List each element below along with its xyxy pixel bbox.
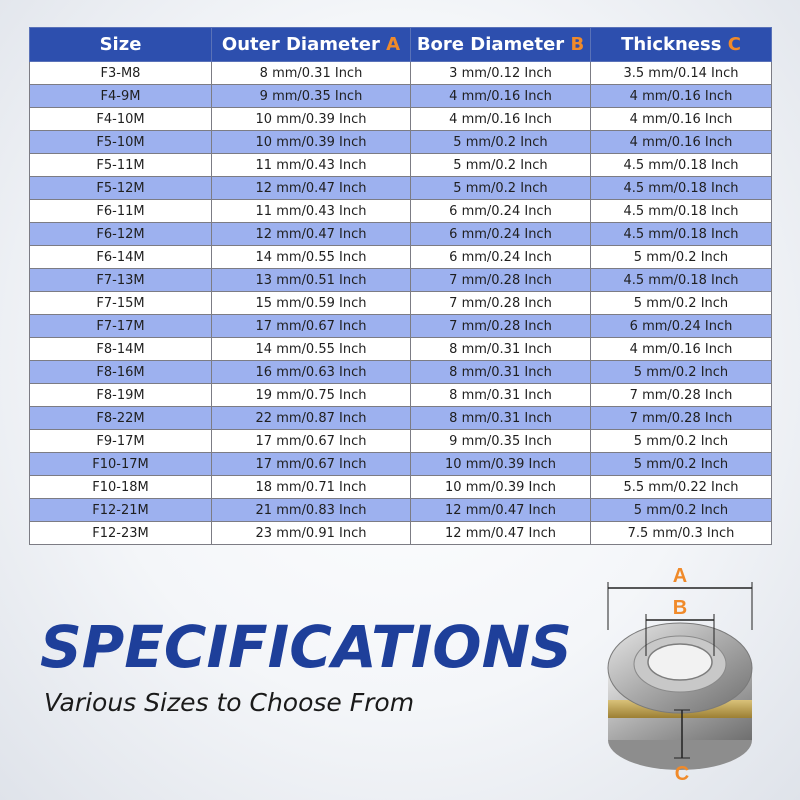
cell-outer-diameter: 10 mm/0.39 Inch xyxy=(212,108,411,131)
cell-thickness: 4 mm/0.16 Inch xyxy=(591,338,772,361)
cell-size: F5-10M xyxy=(30,131,212,154)
cell-bore-diameter: 6 mm/0.24 Inch xyxy=(411,200,591,223)
cell-thickness: 4 mm/0.16 Inch xyxy=(591,131,772,154)
cell-size: F8-22M xyxy=(30,407,212,430)
cell-thickness: 5 mm/0.2 Inch xyxy=(591,499,772,522)
table-header-row xyxy=(30,28,772,62)
label-b: B xyxy=(672,597,688,619)
table-row xyxy=(30,200,772,223)
cell-bore-diameter: 12 mm/0.47 Inch xyxy=(411,499,591,522)
cell-thickness: 5 mm/0.2 Inch xyxy=(591,292,772,315)
cell-size: F9-17M xyxy=(30,430,212,453)
cell-bore-diameter: 4 mm/0.16 Inch xyxy=(411,108,591,131)
cell-size: F4-9M xyxy=(30,85,212,108)
cell-outer-diameter: 10 mm/0.39 Inch xyxy=(212,131,411,154)
cell-thickness: 5.5 mm/0.22 Inch xyxy=(591,476,772,499)
cell-outer-diameter: 16 mm/0.63 Inch xyxy=(212,361,411,384)
table-row xyxy=(30,269,772,292)
table-row xyxy=(30,315,772,338)
cell-size: F10-18M xyxy=(30,476,212,499)
cell-size: F4-10M xyxy=(30,108,212,131)
cell-size: F5-12M xyxy=(30,177,212,200)
cell-bore-diameter: 6 mm/0.24 Inch xyxy=(411,223,591,246)
cell-outer-diameter: 12 mm/0.47 Inch xyxy=(212,177,411,200)
table-row xyxy=(30,338,772,361)
spec-table xyxy=(29,27,772,545)
cell-size: F6-12M xyxy=(30,223,212,246)
header-outer-diameter xyxy=(212,28,411,62)
cell-bore-diameter: 7 mm/0.28 Inch xyxy=(411,292,591,315)
cell-thickness: 5 mm/0.2 Inch xyxy=(591,246,772,269)
label-c: C xyxy=(674,763,690,785)
table-row xyxy=(30,476,772,499)
table-row xyxy=(30,131,772,154)
cell-size: F7-15M xyxy=(30,292,212,315)
cell-outer-diameter: 11 mm/0.43 Inch xyxy=(212,154,411,177)
cell-size: F12-23M xyxy=(30,522,212,545)
spec-table-container xyxy=(29,27,771,545)
cell-bore-diameter: 4 mm/0.16 Inch xyxy=(411,85,591,108)
cell-outer-diameter: 14 mm/0.55 Inch xyxy=(212,338,411,361)
cell-size: F7-17M xyxy=(30,315,212,338)
cell-outer-diameter: 17 mm/0.67 Inch xyxy=(212,430,411,453)
cell-thickness: 4.5 mm/0.18 Inch xyxy=(591,223,772,246)
header-thickness xyxy=(591,28,772,62)
table-row xyxy=(30,453,772,476)
cell-thickness: 4.5 mm/0.18 Inch xyxy=(591,177,772,200)
cell-outer-diameter: 11 mm/0.43 Inch xyxy=(212,200,411,223)
cell-bore-diameter: 7 mm/0.28 Inch xyxy=(411,315,591,338)
cell-thickness: 4 mm/0.16 Inch xyxy=(591,108,772,131)
table-row xyxy=(30,108,772,131)
table-row xyxy=(30,177,772,200)
header-text: Thickness xyxy=(621,34,728,55)
cell-outer-diameter: 18 mm/0.71 Inch xyxy=(212,476,411,499)
cell-outer-diameter: 21 mm/0.83 Inch xyxy=(212,499,411,522)
cell-bore-diameter: 5 mm/0.2 Inch xyxy=(411,177,591,200)
header-text: Size xyxy=(99,34,142,55)
label-a: A xyxy=(672,565,688,587)
cell-thickness: 7 mm/0.28 Inch xyxy=(591,407,772,430)
cell-outer-diameter: 8 mm/0.31 Inch xyxy=(212,62,411,85)
header-accent-letter: C xyxy=(727,34,741,55)
cell-size: F5-11M xyxy=(30,154,212,177)
table-row xyxy=(30,292,772,315)
cell-thickness: 5 mm/0.2 Inch xyxy=(591,430,772,453)
table-row xyxy=(30,62,772,85)
header-accent-letter: A xyxy=(386,34,401,55)
table-body xyxy=(30,62,772,545)
header-bore-diameter xyxy=(411,28,591,62)
cell-bore-diameter: 5 mm/0.2 Inch xyxy=(411,131,591,154)
cell-size: F10-17M xyxy=(30,453,212,476)
cell-thickness: 3.5 mm/0.14 Inch xyxy=(591,62,772,85)
cell-outer-diameter: 15 mm/0.59 Inch xyxy=(212,292,411,315)
header-size xyxy=(30,28,212,62)
table-row xyxy=(30,407,772,430)
cell-thickness: 6 mm/0.24 Inch xyxy=(591,315,772,338)
cell-thickness: 7 mm/0.28 Inch xyxy=(591,384,772,407)
table-row xyxy=(30,499,772,522)
bearing-bore xyxy=(648,644,712,680)
table-row xyxy=(30,223,772,246)
cell-outer-diameter: 13 mm/0.51 Inch xyxy=(212,269,411,292)
cell-thickness: 4.5 mm/0.18 Inch xyxy=(591,154,772,177)
cell-thickness: 4 mm/0.16 Inch xyxy=(591,85,772,108)
table-row xyxy=(30,361,772,384)
table-row xyxy=(30,430,772,453)
table-row xyxy=(30,522,772,545)
cell-size: F12-21M xyxy=(30,499,212,522)
cell-bore-diameter: 6 mm/0.24 Inch xyxy=(411,246,591,269)
cell-thickness: 7.5 mm/0.3 Inch xyxy=(591,522,772,545)
cell-bore-diameter: 10 mm/0.39 Inch xyxy=(411,453,591,476)
cell-size: F8-19M xyxy=(30,384,212,407)
page-title: SPECIFICATIONS xyxy=(40,613,572,681)
cell-outer-diameter: 14 mm/0.55 Inch xyxy=(212,246,411,269)
cell-outer-diameter: 17 mm/0.67 Inch xyxy=(212,453,411,476)
cell-bore-diameter: 8 mm/0.31 Inch xyxy=(411,361,591,384)
cell-outer-diameter: 23 mm/0.91 Inch xyxy=(212,522,411,545)
cell-thickness: 5 mm/0.2 Inch xyxy=(591,453,772,476)
cell-bore-diameter: 3 mm/0.12 Inch xyxy=(411,62,591,85)
table-row xyxy=(30,85,772,108)
bearing-diagram xyxy=(590,560,780,790)
cell-size: F7-13M xyxy=(30,269,212,292)
cell-size: F6-14M xyxy=(30,246,212,269)
table-row xyxy=(30,246,772,269)
cell-bore-diameter: 10 mm/0.39 Inch xyxy=(411,476,591,499)
table-row xyxy=(30,154,772,177)
cell-bore-diameter: 8 mm/0.31 Inch xyxy=(411,407,591,430)
cell-bore-diameter: 5 mm/0.2 Inch xyxy=(411,154,591,177)
cell-outer-diameter: 19 mm/0.75 Inch xyxy=(212,384,411,407)
header-accent-letter: B xyxy=(570,34,585,55)
cell-bore-diameter: 8 mm/0.31 Inch xyxy=(411,338,591,361)
cell-bore-diameter: 12 mm/0.47 Inch xyxy=(411,522,591,545)
cell-size: F3-M8 xyxy=(30,62,212,85)
cell-outer-diameter: 22 mm/0.87 Inch xyxy=(212,407,411,430)
cell-bore-diameter: 7 mm/0.28 Inch xyxy=(411,269,591,292)
table-row xyxy=(30,384,772,407)
cell-size: F8-14M xyxy=(30,338,212,361)
cell-size: F6-11M xyxy=(30,200,212,223)
cell-thickness: 4.5 mm/0.18 Inch xyxy=(591,269,772,292)
cell-size: F8-16M xyxy=(30,361,212,384)
cell-outer-diameter: 12 mm/0.47 Inch xyxy=(212,223,411,246)
cell-bore-diameter: 8 mm/0.31 Inch xyxy=(411,384,591,407)
header-text: Bore Diameter xyxy=(416,34,571,55)
cell-outer-diameter: 9 mm/0.35 Inch xyxy=(212,85,411,108)
header-text: Outer Diameter xyxy=(221,34,387,55)
cell-outer-diameter: 17 mm/0.67 Inch xyxy=(212,315,411,338)
page-subtitle: Various Sizes to Choose From xyxy=(44,688,415,717)
cell-thickness: 4.5 mm/0.18 Inch xyxy=(591,200,772,223)
cell-bore-diameter: 9 mm/0.35 Inch xyxy=(411,430,591,453)
cell-thickness: 5 mm/0.2 Inch xyxy=(591,361,772,384)
